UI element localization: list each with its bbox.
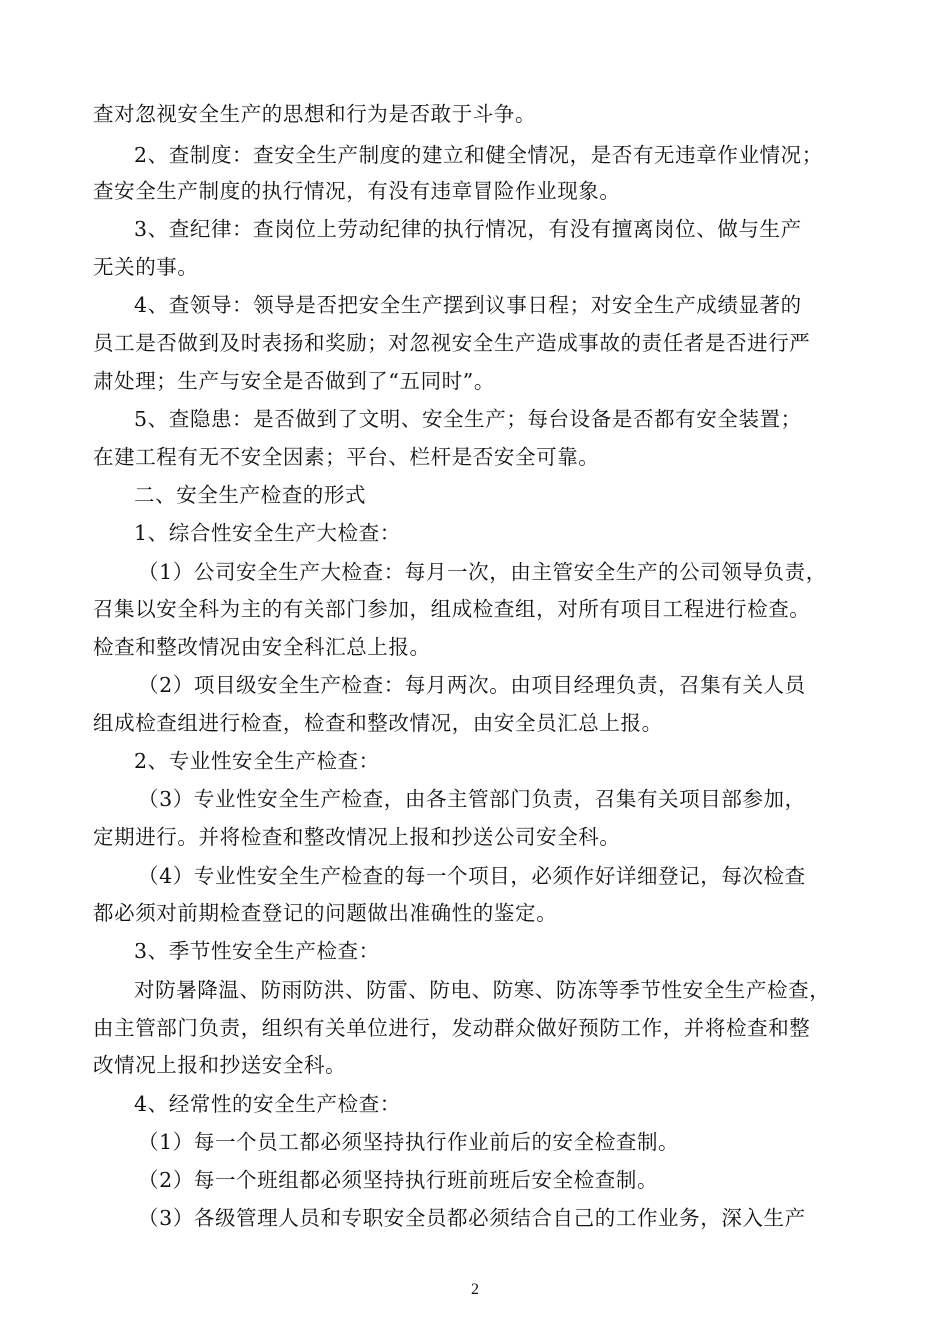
subsection-heading: 4、经常性的安全生产检查： xyxy=(134,1092,401,1116)
text-line: 查对忽视安全生产的思想和行为是否敢于斗争。 xyxy=(93,102,537,126)
text-line: 2、查制度：查安全生产制度的建立和健全情况，是否有无违章作业情况； xyxy=(134,143,823,167)
text-line: 4、查领导：领导是否把安全生产摆到议事日程；对安全生产成绩显著的 xyxy=(134,293,802,317)
text-line: 都必须对前期检查登记的问题做出准确性的鉴定。 xyxy=(93,901,558,925)
text-line: 检查和整改情况由安全科汇总上报。 xyxy=(93,635,431,659)
text-line: 召集以安全科为主的有关部门参加，组成检查组，对所有项目工程进行检查。 xyxy=(93,597,811,621)
text-line: （4）专业性安全生产检查的每一个项目，必须作好详细登记，每次检查 xyxy=(138,864,806,888)
subsection-heading: 1、综合性安全生产大检查： xyxy=(134,521,401,545)
text-line: 在建工程有无不安全因素；平台、栏杆是否安全可靠。 xyxy=(93,445,600,469)
subsection-heading: 2、专业性安全生产检查： xyxy=(134,749,380,773)
text-line: （2）项目级安全生产检查：每月两次。由项目经理负责，召集有关人员 xyxy=(138,673,806,697)
section-heading: 二、安全生产检查的形式 xyxy=(134,483,367,507)
text-line: 对防暑降温、防雨防洪、防雷、防电、防寒、防冻等季节性安全生产检查， xyxy=(134,978,831,1002)
text-line: 定期进行。并将检查和整改情况上报和抄送公司安全科。 xyxy=(93,825,621,849)
text-line: （1）公司安全生产大检查：每月一次，由主管安全生产的公司领导负责， xyxy=(138,560,827,584)
page-number: 2 xyxy=(471,1281,479,1298)
text-line: （3）专业性安全生产检查，由各主管部门负责，召集有关项目部参加， xyxy=(138,787,806,811)
text-line: 由主管部门负责，组织有关单位进行，发动群众做好预防工作，并将检查和整 xyxy=(93,1016,811,1040)
subsection-heading: 3、季节性安全生产检查： xyxy=(134,939,380,963)
text-line: 改情况上报和抄送安全科。 xyxy=(93,1053,347,1077)
text-line: 3、查纪律：查岗位上劳动纪律的执行情况，有没有擅离岗位、做与生产 xyxy=(134,217,802,241)
text-line: （3）各级管理人员和专职安全员都必须结合自己的工作业务，深入生产 xyxy=(138,1206,806,1230)
text-line: 查安全生产制度的执行情况，有没有违章冒险作业现象。 xyxy=(93,179,621,203)
text-line: 无关的事。 xyxy=(93,255,199,279)
text-line: 肃处理；生产与安全是否做到了“五同时”。 xyxy=(93,369,495,393)
text-line: 5、查隐患：是否做到了文明、安全生产；每台设备是否都有安全装置； xyxy=(134,407,802,431)
text-line: （1）每一个员工都必须坚持执行作业前后的安全检查制。 xyxy=(138,1130,680,1154)
text-line: 员工是否做到及时表扬和奖励；对忽视安全生产造成事故的责任者是否进行严 xyxy=(93,331,811,355)
text-line: 组成检查组进行检查，检查和整改情况，由安全员汇总上报。 xyxy=(93,711,663,735)
text-line: （2）每一个班组都必须坚持执行班前班后安全检查制。 xyxy=(138,1168,659,1192)
